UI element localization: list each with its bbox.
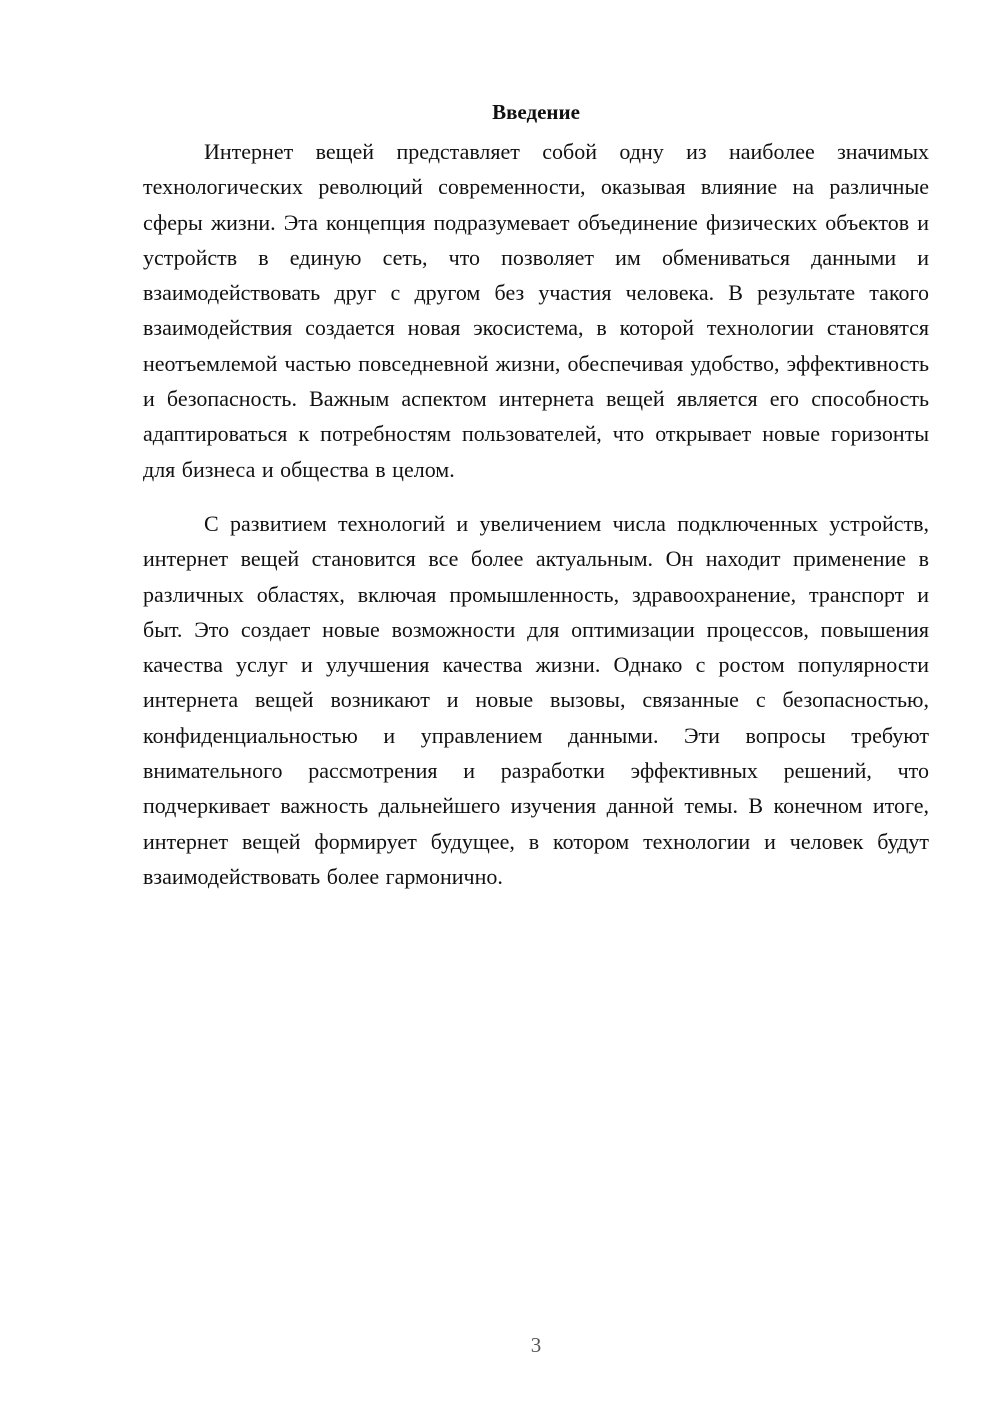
section-title: Введение — [492, 100, 580, 124]
page-content — [143, 92, 929, 894]
paragraph-2: С развитием технологий и увеличением числа подключенных устройств, интернет вещей становится все более актуальным. Он находит применение в различных областях, включая промышленность, здравоохранение, транспорт и быт. Это создает новые возможности для оптимизации процессов, повышения качества услуг и улучшения качества жизни. Однако с ростом популярности интернета вещей возникают и новые вызовы, связанные с безопасностью, конфиденциальностью и управлением данными. Эти вопросы требуют внимательного рассмотрения и разработки эффективных решений, что подчеркивает важность дальнейшего изучения данной темы. В конечном итоге, интернет вещей формирует будущее, в котором технологии и человек будут взаимодействовать более гармонично. — [143, 510, 929, 889]
paragraph-1: Интернет вещей представляет собой одну из наиболее значимых технологических революций современности, оказывая влияние на различные сферы жизни. Эта концепция подразумевает объединение физических объектов и устройств в единую сеть, что позволяет им обмениваться данными и взаимодействовать друг с другом без участия человека. В результате такого взаимодействия создается новая экосистема, в которой технологии становятся неотъемлемой частью повседневной жизни, обеспечивая удобство, эффективность и безопасность. Важным аспектом интернета вещей является его способность адаптироваться к потребностям пользователей, что открывает новые горизонты для бизнеса и общества в целом. — [143, 139, 929, 482]
page-number: 3 — [530, 1333, 542, 1357]
